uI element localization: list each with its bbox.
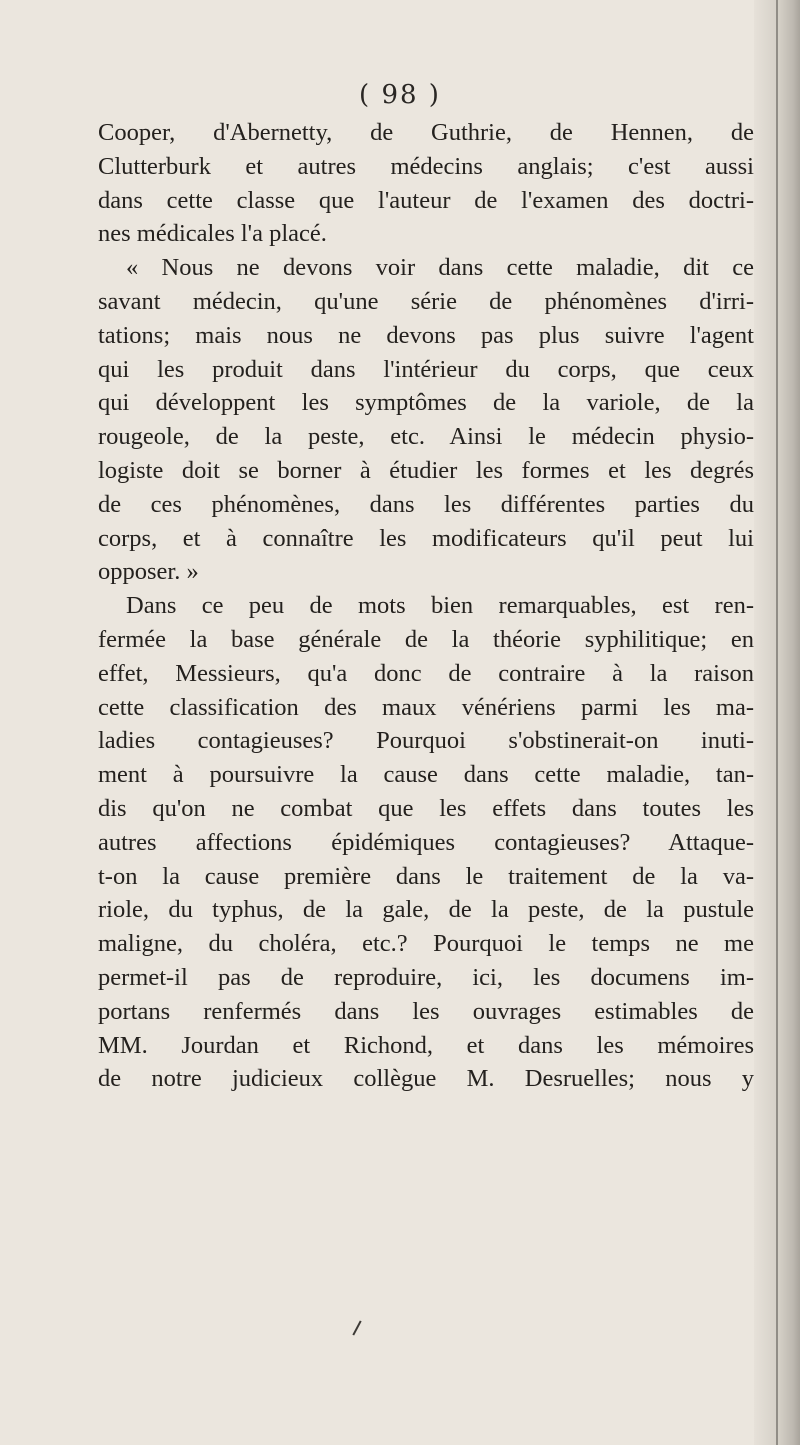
text-line: fermée la base générale de la théorie syphilitique; en: [98, 625, 754, 653]
text-line: rougeole, de la peste, etc. Ainsi le médecin physio-: [98, 423, 754, 451]
text-line: nes médicales l'a placé.: [98, 220, 327, 248]
text-line: autres affections épidémiques contagieuses? Attaque-: [98, 828, 754, 856]
text-line: dans cette classe que l'auteur de l'examen des doctri-: [98, 186, 754, 214]
text-line: de ces phénomènes, dans les différentes parties du: [98, 490, 754, 518]
text-line: maligne, du choléra, etc.? Pourquoi le temps ne me: [98, 930, 754, 958]
text-line: « Nous ne devons voir dans cette maladie, dit ce: [126, 254, 754, 282]
text-line: ment à poursuivre la cause dans cette maladie, tan-: [98, 761, 754, 789]
body-text: [98, 116, 754, 1096]
text-line: effet, Messieurs, qu'a donc de contraire à la raison: [98, 659, 754, 687]
text-line: dis qu'on ne combat que les effets dans toutes les: [98, 794, 754, 822]
page-number: ( 98 ): [359, 80, 441, 110]
text-line: Clutterburk et autres médecins anglais; c'est aussi: [98, 152, 754, 180]
text-line: opposer. »: [98, 558, 199, 586]
text-line: tations; mais nous ne devons pas plus suivre l'agent: [98, 321, 754, 349]
text-line: savant médecin, qu'une série de phénomènes d'irri-: [98, 287, 754, 315]
text-line: corps, et à connaître les modificateurs qu'il peut lui: [98, 524, 754, 552]
text-line: qui développent les symptômes de la variole, de la: [98, 389, 754, 417]
text-line: ladies contagieuses? Pourquoi s'obstinerait-on inuti-: [98, 727, 754, 755]
text-line: portans renfermés dans les ouvrages estimables de: [98, 997, 754, 1025]
text-line: permet-il pas de reproduire, ici, les documens im-: [98, 963, 754, 991]
text-line: t-on la cause première dans le traitement de la va-: [98, 862, 754, 890]
text-line: MM. Jourdan et Richond, et dans les mémoires: [98, 1031, 754, 1059]
stray-ink-mark: [352, 1320, 361, 1335]
text-line: de notre judicieux collègue M. Desruelles; nous y: [98, 1065, 754, 1093]
text-line: Cooper, d'Abernetty, de Guthrie, de Hennen, de: [98, 119, 754, 146]
text-line: riole, du typhus, de la gale, de la peste, de la pustule: [98, 896, 754, 924]
text-line: logiste doit se borner à étudier les formes et les degrés: [98, 456, 754, 484]
text-line: qui les produit dans l'intérieur du corps, que ceux: [98, 355, 754, 383]
text-line: Dans ce peu de mots bien remarquables, est ren-: [126, 592, 754, 620]
binding-line: [776, 0, 778, 1445]
text-line: cette classification des maux vénériens parmi les ma-: [98, 693, 754, 721]
